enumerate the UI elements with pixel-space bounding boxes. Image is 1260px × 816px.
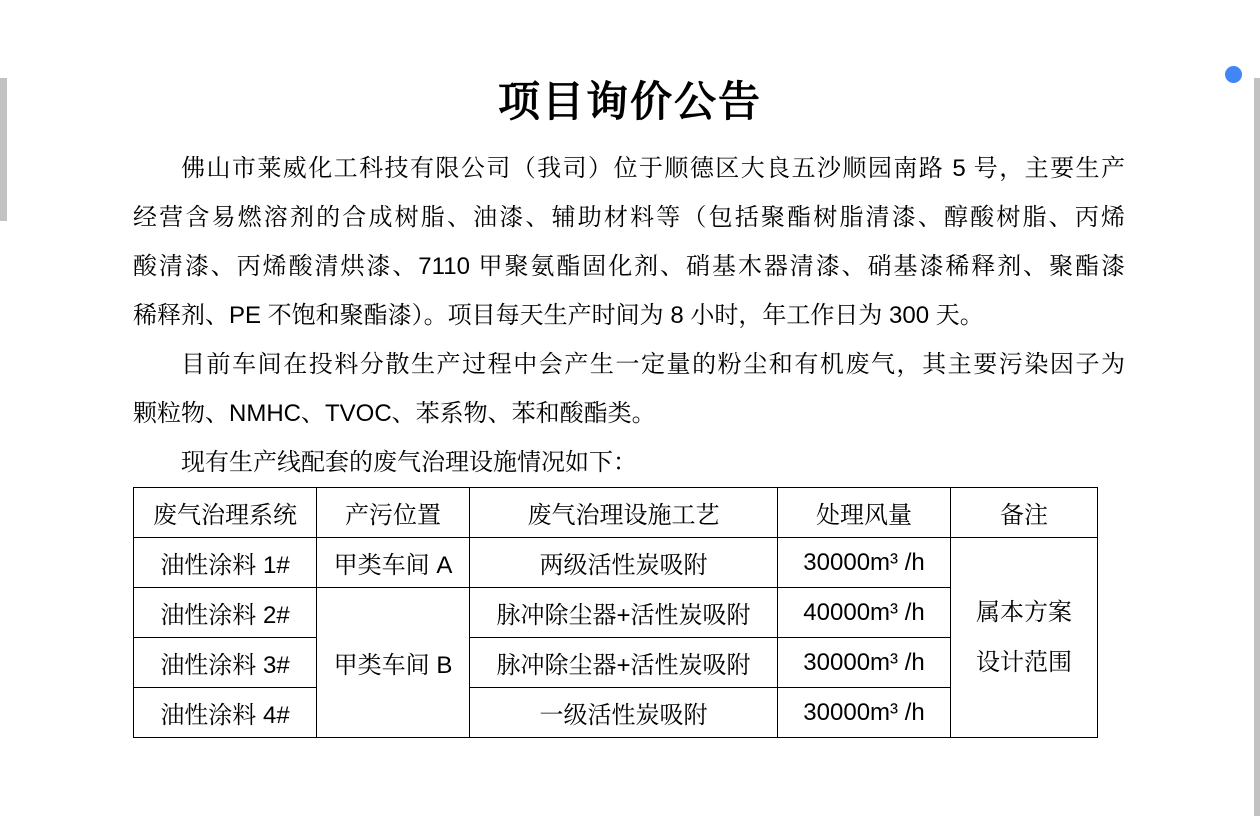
table-header-row [134, 488, 1098, 538]
table-header-cell: 产污位置 [317, 488, 470, 538]
table-cell [951, 538, 1098, 738]
table-cell: 脉冲除尘器+活性炭吸附 [470, 638, 778, 688]
table-header-cell: 处理风量 [778, 488, 951, 538]
blue-indicator-icon[interactable] [1225, 66, 1242, 83]
table-cell: 30000m³ /h [778, 638, 951, 688]
text-line: 稀释剂、PE 不饱和聚酯漆）。项目每天生产时间为 8 小时，年工作日为 300 天。 [133, 302, 984, 329]
table-body [134, 538, 1098, 738]
table-cell: 油性涂料 4# [134, 688, 317, 738]
text-line: 佛山市莱威化工科技有限公司（我司）位于顺德区大良五沙顺园南路 5 号，主要生产 [181, 155, 1125, 182]
text-line: 目前车间在投料分散生产过程中会产生一定量的粉尘和有机废气，其主要污染因子为 [181, 351, 1125, 378]
table-cell: 40000m³ /h [778, 588, 951, 638]
text-line: 经营含易燃溶剂的合成树脂、油漆、辅助材料等（包括聚酯树脂清漆、醇酸树脂、丙烯 [133, 204, 1125, 231]
table-cell: 脉冲除尘器+活性炭吸附 [470, 588, 778, 638]
table-cell: 油性涂料 3# [134, 638, 317, 688]
table-row [134, 538, 1098, 588]
table-header-cell: 废气治理系统 [134, 488, 317, 538]
table-cell: 30000m³ /h [778, 688, 951, 738]
table-cell-line: 属本方案 [976, 598, 1072, 626]
text-line: 酸清漆、丙烯酸清烘漆、7110 甲聚氨酯固化剂、硝基木器清漆、硝基漆稀释剂、聚酯漆 [133, 253, 1125, 280]
document-page [0, 78, 1260, 738]
waste-gas-treatment-table [133, 487, 1098, 738]
table-header-cell: 备注 [951, 488, 1098, 538]
table-header-cell: 废气治理设施工艺 [470, 488, 778, 538]
table-cell: 油性涂料 1# [134, 538, 317, 588]
table-cell: 甲类车间 B [317, 588, 470, 738]
document-body [133, 144, 1125, 487]
document-title: 项目询价公告 [497, 80, 762, 126]
table-cell: 甲类车间 A [317, 538, 470, 588]
right-page-edge [1254, 78, 1260, 816]
text-line: 颗粒物、NMHC、TVOC、苯系物、苯和酸酯类。 [133, 400, 656, 427]
table-cell: 两级活性炭吸附 [470, 538, 778, 588]
text-line: 现有生产线配套的废气治理设施情况如下： [181, 449, 637, 476]
table-cell-line: 设计范围 [976, 648, 1072, 676]
table-cell: 30000m³ /h [778, 538, 951, 588]
table-cell: 油性涂料 2# [134, 588, 317, 638]
left-page-edge [0, 78, 7, 221]
table-cell: 一级活性炭吸附 [470, 688, 778, 738]
